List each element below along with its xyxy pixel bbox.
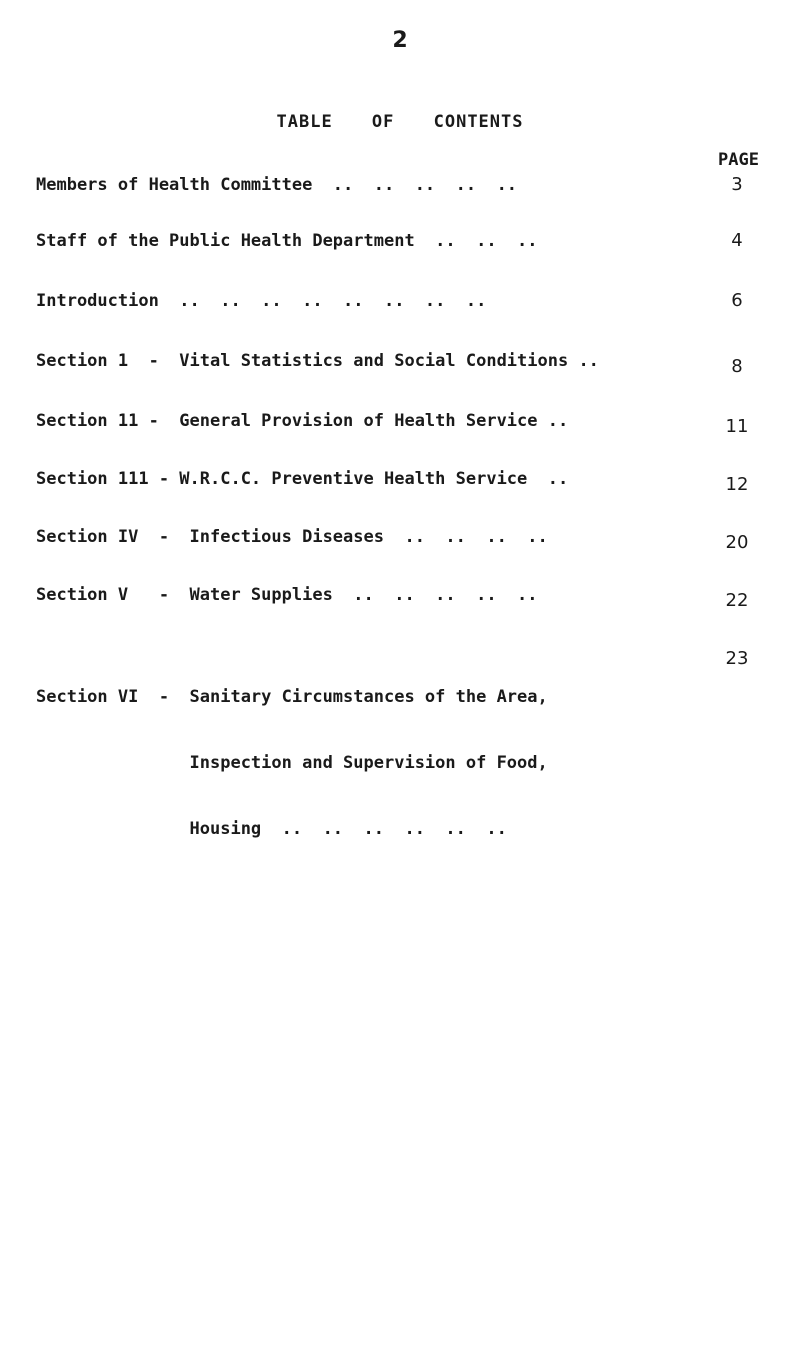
toc-entry-label: Section 11 - General Provision of Health Service .. [36, 411, 569, 431]
toc-entry-page: 22 [725, 590, 749, 611]
toc-entry-label-line: Inspection and Supervision of Food, [36, 753, 548, 773]
page-number: 2 [392, 28, 408, 53]
toc-entry-label: Section IV - Infectious Diseases .. .. .. .. [36, 527, 548, 547]
document-title: TABLE OF CONTENTS [276, 112, 524, 132]
toc-entry-label-line: Section VI - Sanitary Circumstances of the Area, [36, 687, 548, 707]
toc-entry-label: Members of Health Committee .. .. .. .. .. [36, 175, 518, 195]
toc-entry-page: 23 [725, 648, 749, 669]
toc-entry-page: 6 [731, 290, 743, 311]
toc-entry-page: 20 [725, 532, 749, 553]
toc-entry-label: Introduction .. .. .. .. .. .. .. .. [36, 291, 487, 311]
toc-entry-page: 4 [731, 230, 743, 251]
toc-entry-label: Staff of the Public Health Department .. .. .. [36, 231, 538, 251]
toc-entry-label: Section 111 - W.R.C.C. Preventive Health Service .. [36, 469, 569, 489]
toc-entry-label: Section 1 - Vital Statistics and Social Conditions .. [36, 351, 599, 371]
toc-entry-label [36, 642, 548, 884]
toc-entry-label: Section V - Water Supplies .. .. .. .. .. [36, 585, 538, 605]
toc-entry-page: 8 [731, 356, 743, 377]
toc-entry-label-line: Housing .. .. .. .. .. .. [36, 819, 507, 839]
toc-entry-page: 12 [725, 474, 749, 495]
toc-entry-page: 3 [731, 174, 743, 195]
toc-entry-page: 11 [725, 416, 749, 437]
page-column-header: PAGE [718, 150, 759, 170]
